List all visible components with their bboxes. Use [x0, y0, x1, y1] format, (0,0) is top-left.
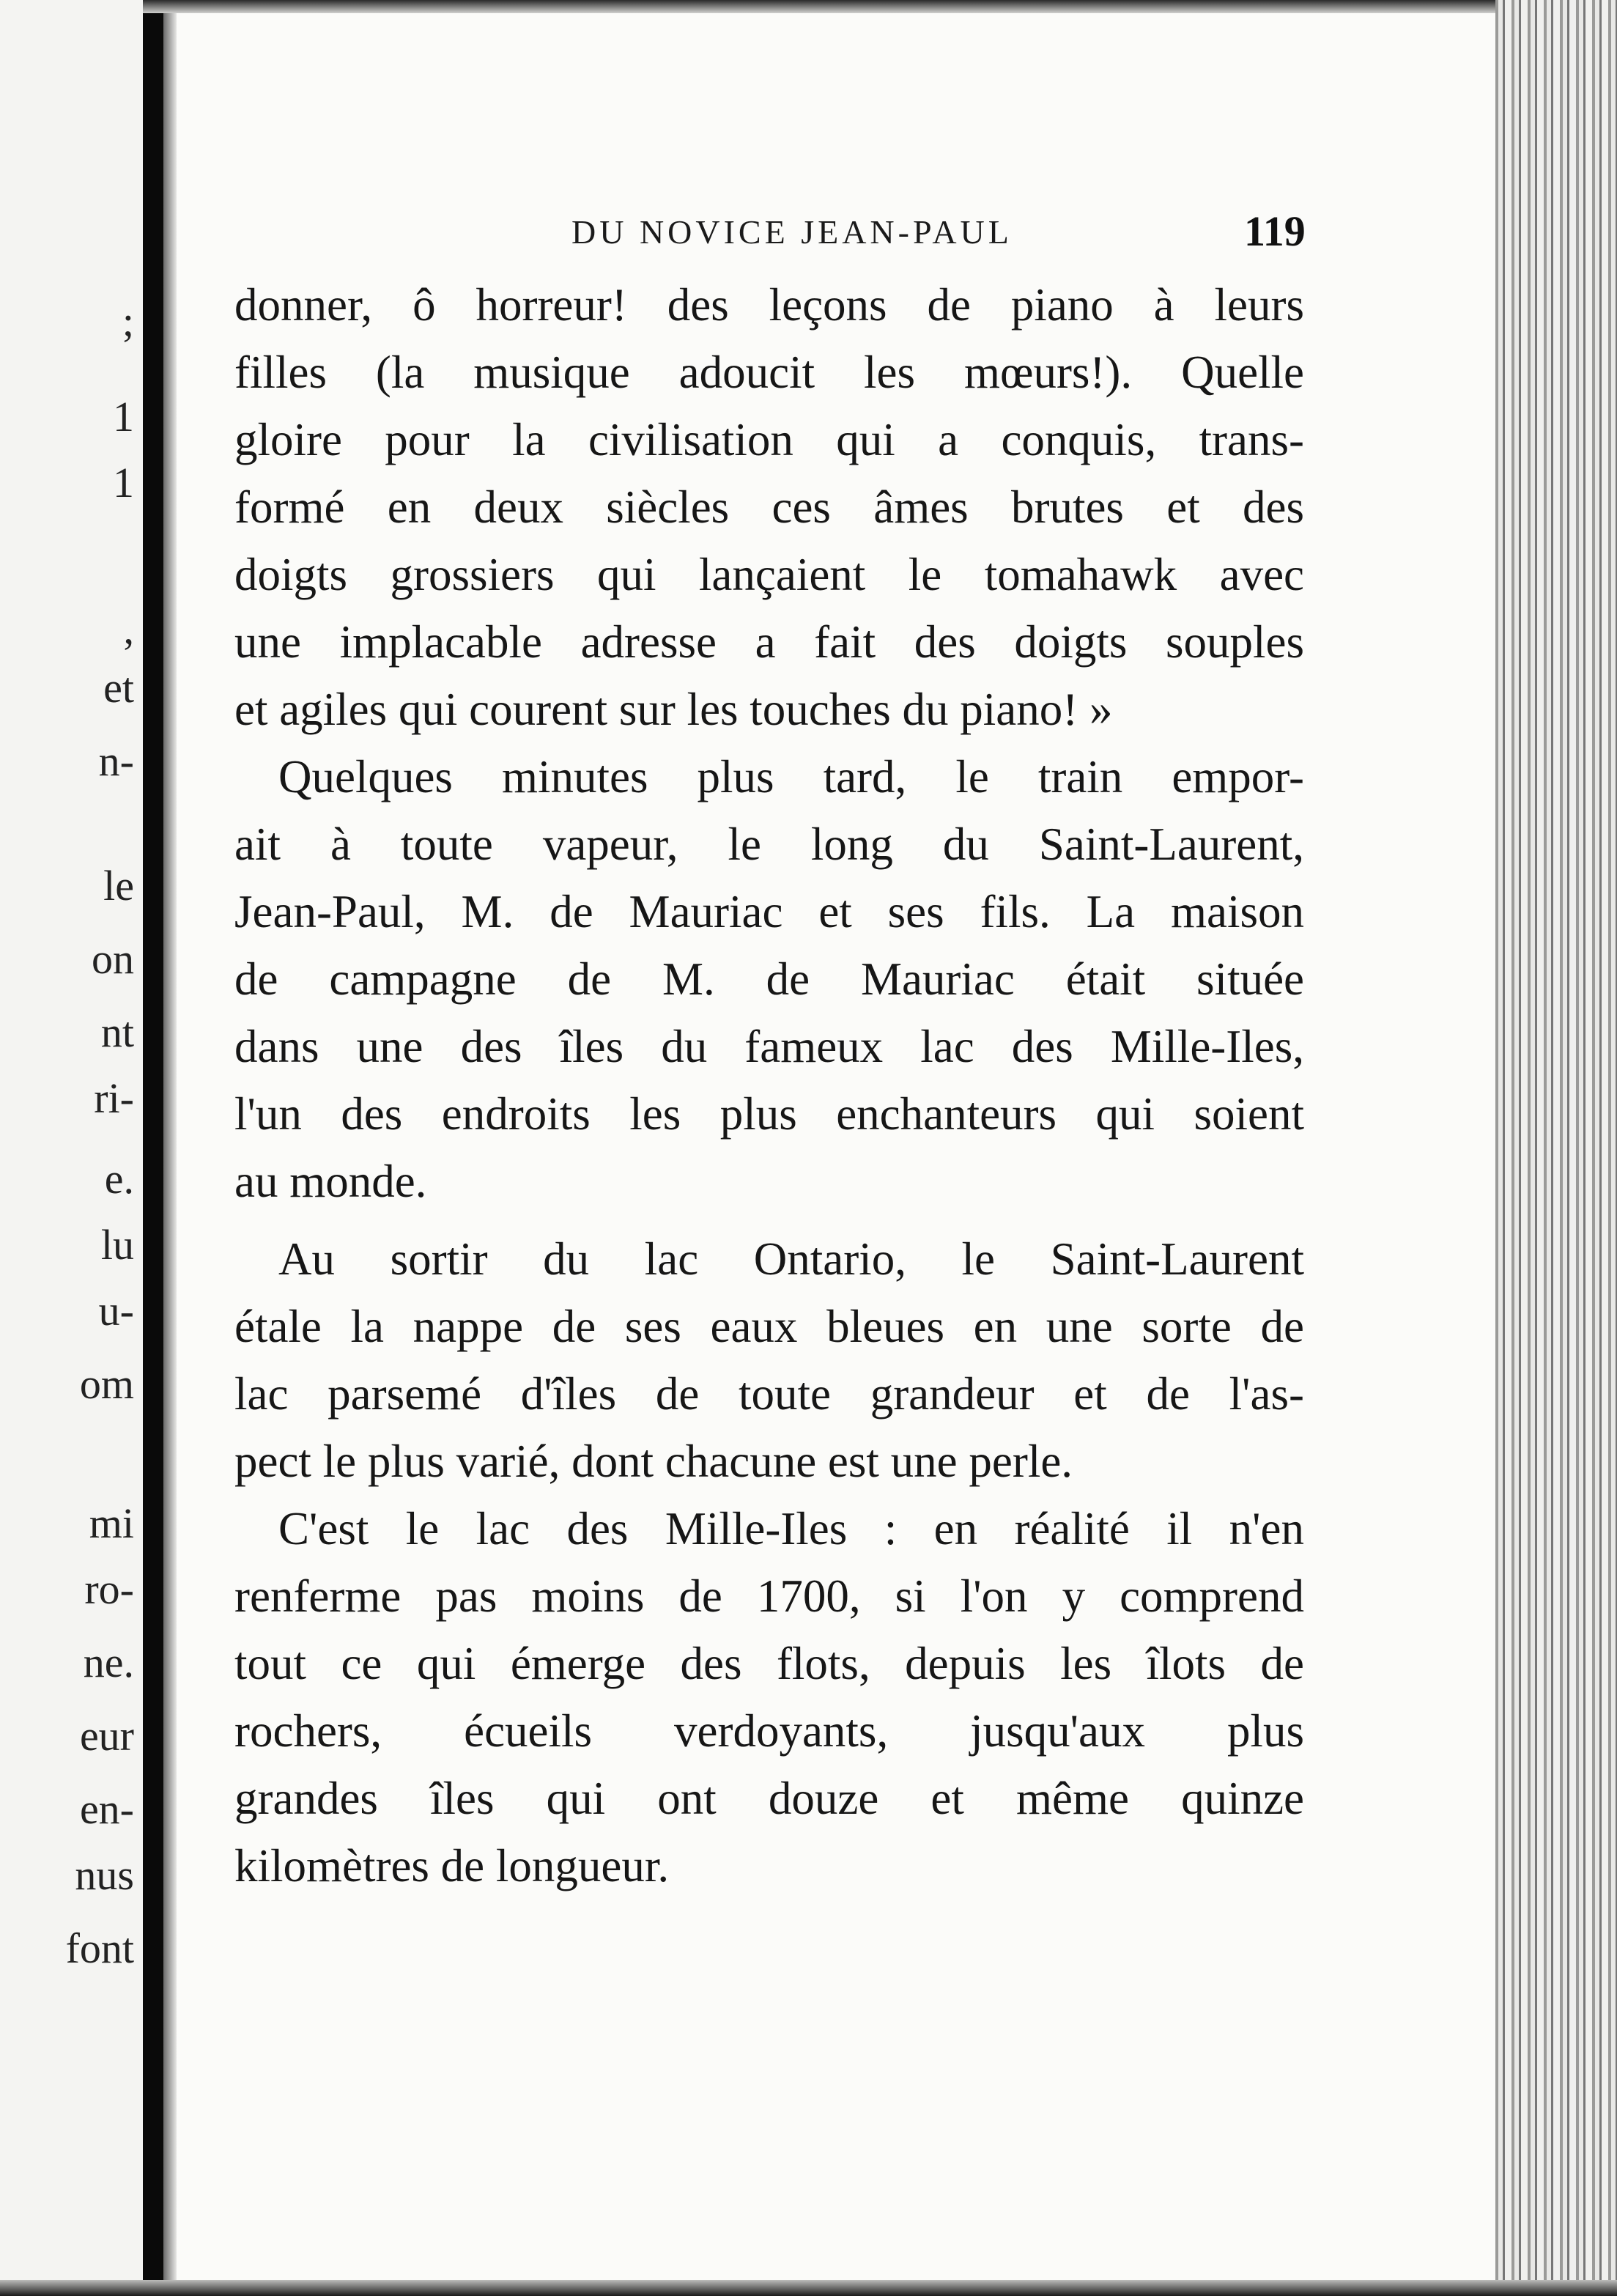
previous-page-fragment: lu	[100, 1221, 134, 1269]
previous-page-fragment: ro-	[84, 1565, 134, 1613]
text-line: kilomètres de longueur.	[234, 1840, 670, 1891]
previous-page-fragment: nt	[100, 1008, 134, 1056]
previous-page-fragment: nus	[75, 1851, 134, 1899]
text-line: formé en deux siècles ces âmes brutes et des	[234, 481, 1304, 533]
previous-page-fragment: ri-	[94, 1074, 134, 1122]
previous-page-fragment: u-	[98, 1287, 134, 1335]
previous-page-fragment: eur	[79, 1712, 134, 1760]
previous-page-fragment: ne.	[83, 1639, 134, 1686]
text-line: ait à toute vapeur, le long du Saint-Laurent,	[234, 819, 1304, 870]
text-line: grandes îles qui ont douze et même quinze	[234, 1773, 1304, 1824]
page-number: 119	[1244, 207, 1306, 255]
previous-page-fragment: et	[103, 664, 134, 712]
previous-page-fragment: ,	[123, 605, 134, 653]
text-line: et agiles qui courent sur les touches du piano! »	[234, 684, 1113, 735]
text-line: dans une des îles du fameux lac des Mille-Iles,	[234, 1021, 1304, 1072]
previous-page-fragment: mi	[89, 1499, 134, 1547]
text-line: Au sortir du lac Ontario, le Saint-Laurent	[278, 1233, 1304, 1285]
previous-page-edge	[0, 0, 143, 2296]
text-line: donner, ô horreur! des leçons de piano à leurs	[234, 279, 1304, 331]
previous-page-fragment: om	[79, 1360, 134, 1408]
gutter-shadow	[163, 0, 177, 2296]
text-line: l'un des endroits les plus enchanteurs qui soient	[234, 1088, 1304, 1140]
paragraph	[234, 271, 1304, 743]
book-gutter	[143, 0, 163, 2296]
text-line: pect le plus varié, dont chacune est une perle.	[234, 1436, 1073, 1487]
page-stack-edge	[1495, 0, 1617, 2296]
previous-page-fragment: 1	[113, 459, 134, 506]
text-line: filles (la musique adoucit les mœurs!). Quelle	[234, 347, 1304, 398]
page-top-edge	[143, 0, 1617, 13]
previous-page-fragment: e.	[104, 1155, 134, 1203]
previous-page-fragment: font	[65, 1924, 134, 1972]
previous-page-fragment: le	[103, 862, 134, 909]
text-line: renferme pas moins de 1700, si l'on y comprend	[234, 1570, 1304, 1622]
previous-page-fragment: ;	[122, 298, 134, 345]
page-bottom-edge	[0, 2280, 1617, 2296]
body-text	[234, 271, 1304, 1900]
running-title: DU NOVICE JEAN-PAUL	[571, 213, 1013, 251]
text-line: Quelques minutes plus tard, le train empor-	[278, 751, 1304, 802]
text-line: doigts grossiers qui lançaient le tomahawk avec	[234, 549, 1304, 600]
previous-page-fragment: en-	[79, 1785, 134, 1833]
text-line: rochers, écueils verdoyants, jusqu'aux plus	[234, 1705, 1304, 1757]
text-line: Jean-Paul, M. de Mauriac et ses fils. La maison	[234, 886, 1304, 937]
previous-page-fragment: 1	[113, 393, 134, 440]
paragraph	[234, 1225, 1304, 1495]
previous-page-fragment: on	[92, 935, 134, 983]
text-line: lac parsemé d'îles de toute grandeur et de l'as-	[234, 1368, 1304, 1420]
paragraph	[234, 743, 1304, 1215]
text-line: de campagne de M. de Mauriac était située	[234, 953, 1304, 1005]
text-line: au monde.	[234, 1156, 427, 1207]
previous-page-fragment: n-	[98, 737, 134, 785]
text-line: tout ce qui émerge des flots, depuis les îlots de	[234, 1638, 1304, 1689]
text-line: étale la nappe de ses eaux bleues en une sorte de	[234, 1301, 1304, 1352]
paragraph	[234, 1495, 1304, 1900]
text-line: une implacable adresse a fait des doigts souples	[234, 616, 1304, 668]
text-line: gloire pour la civilisation qui a conquis, trans-	[234, 414, 1304, 465]
text-line: C'est le lac des Mille-Iles : en réalité il n'en	[278, 1503, 1304, 1554]
